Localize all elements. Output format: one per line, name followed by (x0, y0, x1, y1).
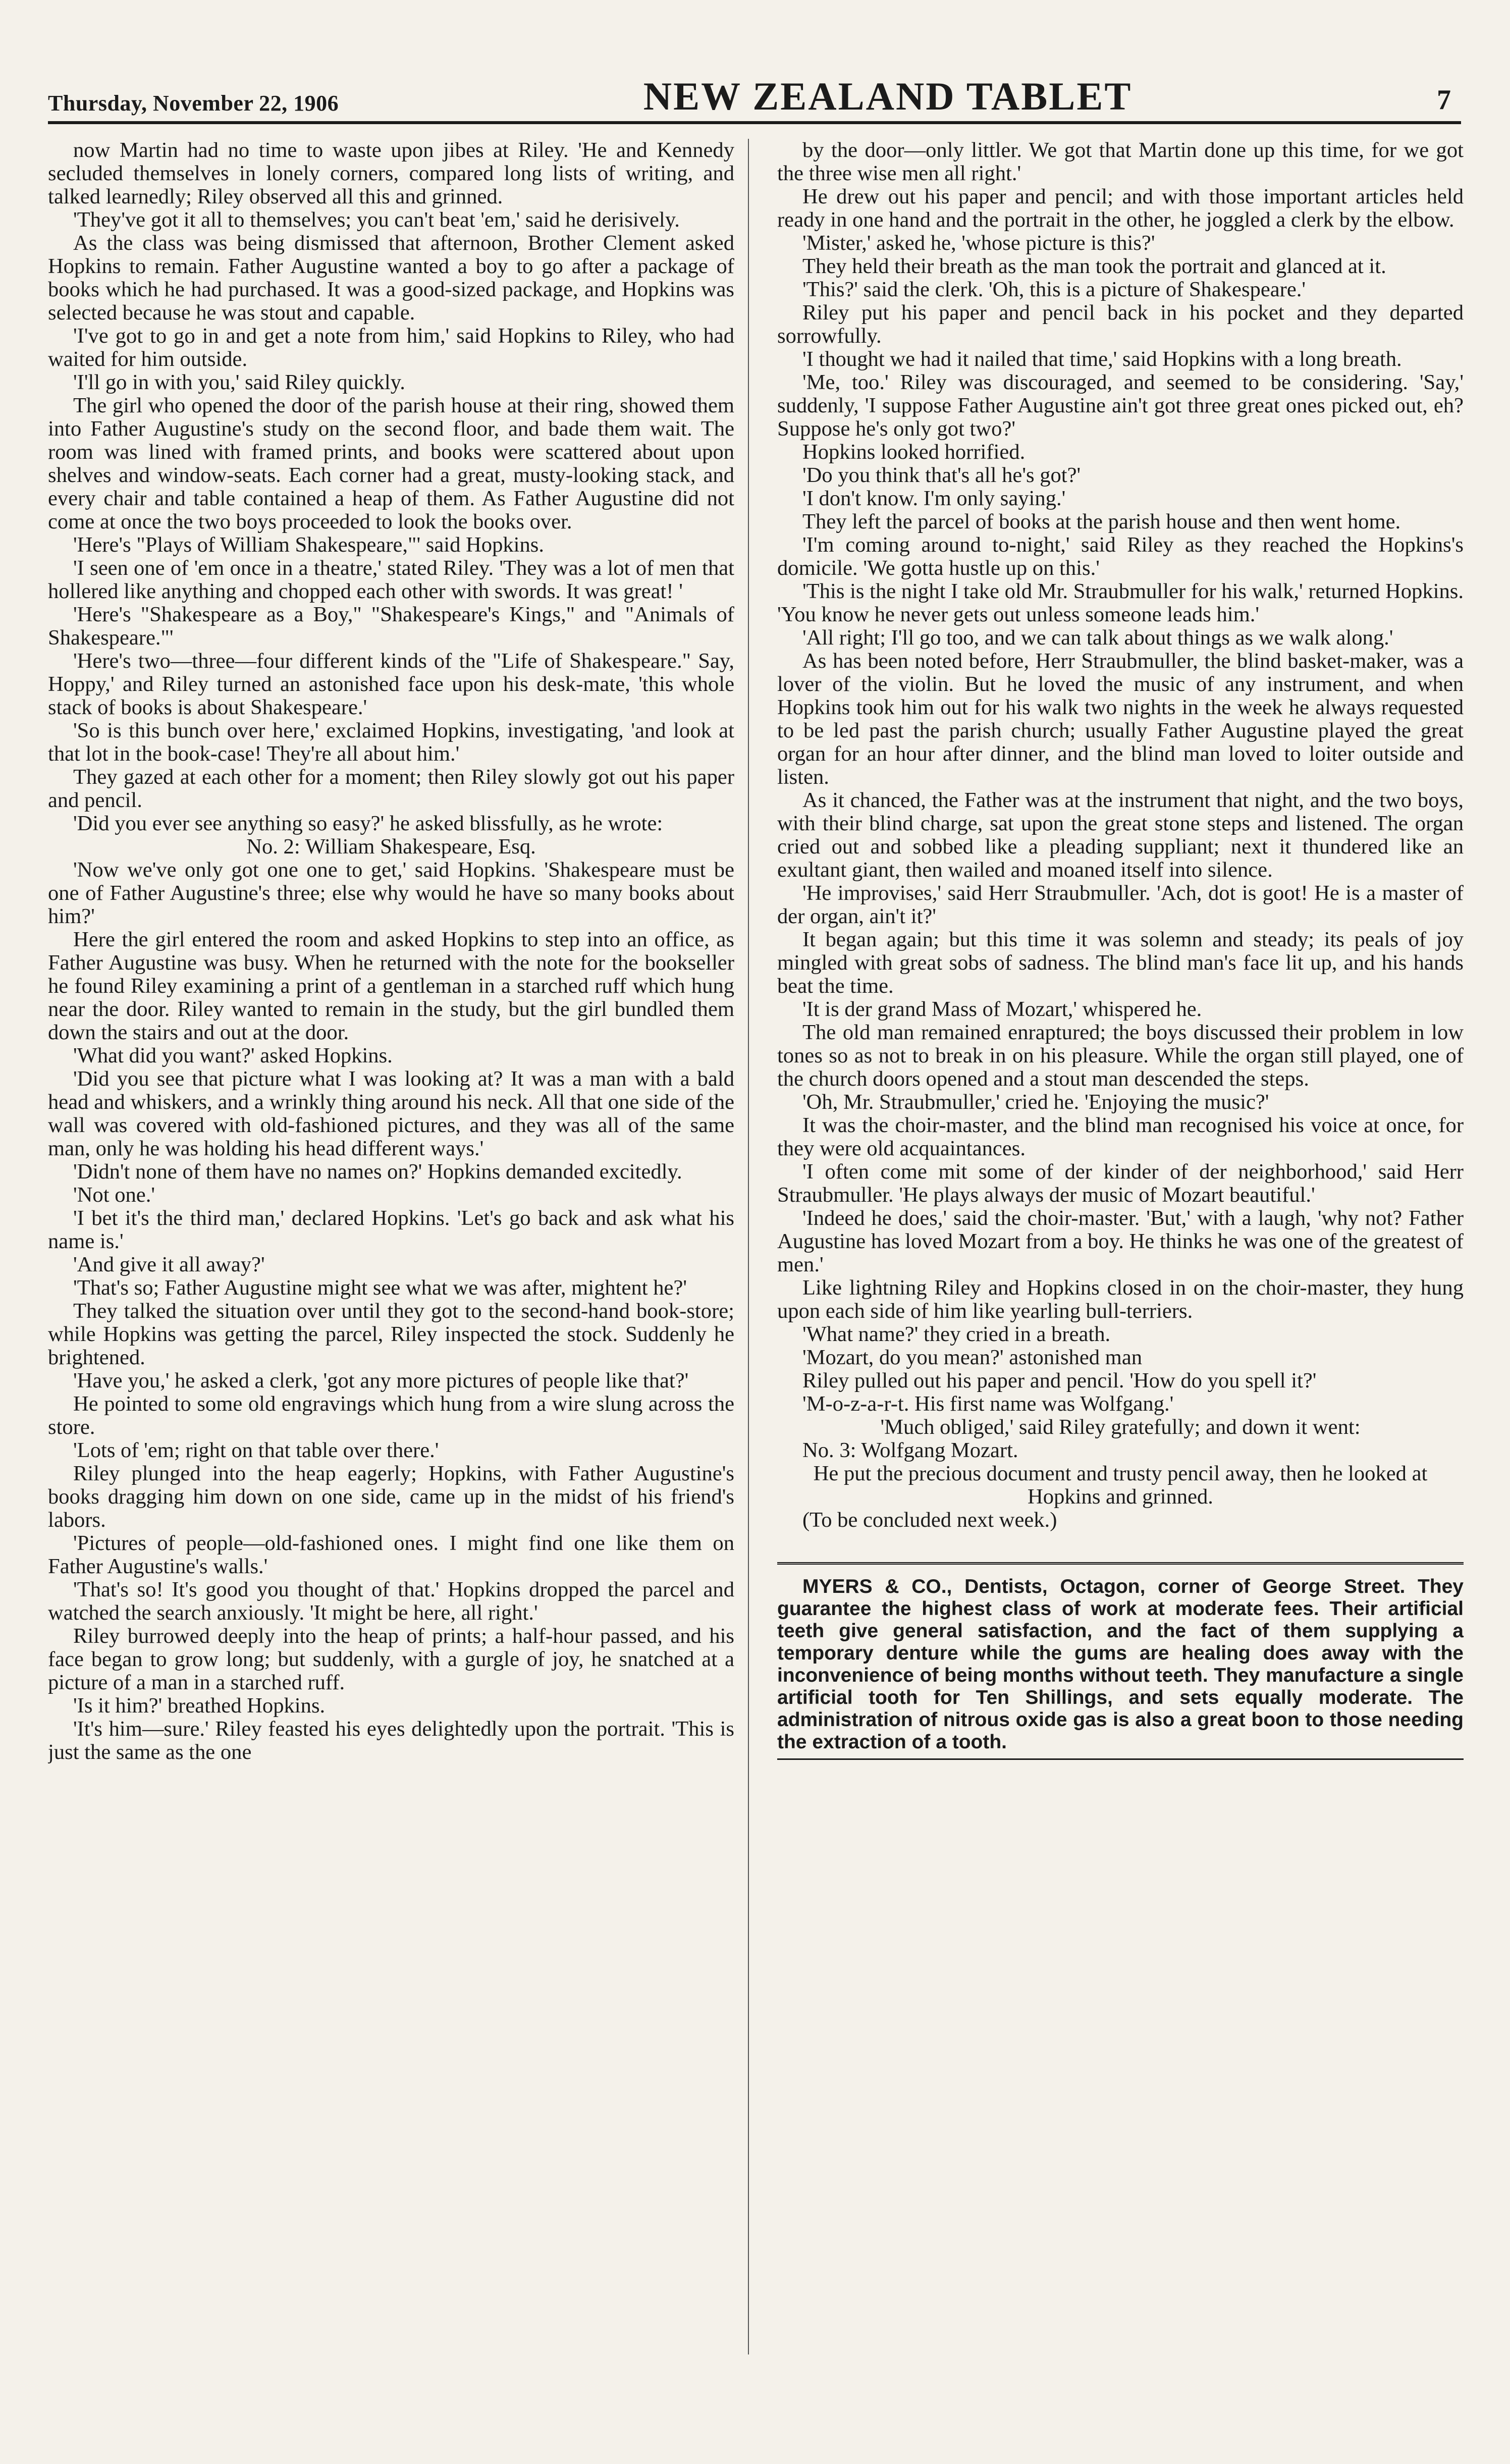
paragraph: Riley burrowed deeply into the heap of prints; a half-hour passed, and his face began to grow long; but suddenly, with a gurgle of joy, he snatched at a picture of a man in a starched ruff. (48, 1624, 734, 1694)
paragraph: No. 3: Wolfgang Mozart. (802, 1438, 1018, 1462)
paragraph: They gazed at each other for a moment; then Riley slowly got out his paper and pencil. (48, 765, 734, 812)
paragraph: 'I've got to go in and get a note from him,' said Hopkins to Riley, who had waited for him outside. (48, 324, 734, 371)
paragraph: As has been noted before, Herr Straubmuller, the blind basket-maker, was a lover of the violin. But he loved the music of any instrument, and when Hopkins took him out for his walk two nights in the week he always requested to be led past the parish church; usually Father Augustine played the great organ for an hour after dinner, and the blind man loved to loiter outside and listen. (777, 649, 1464, 789)
paragraph: Hopkins looked horrified. (802, 440, 1026, 464)
paragraph: 'Do you think that's all he's got?' (802, 463, 1081, 487)
paragraph: 'Mozart, do you mean?' astonished man (802, 1346, 1143, 1369)
advertisement-bottom-rule (777, 1758, 1464, 1760)
paragraph: 'I bet it's the third man,' declared Hopkins. 'Let's go back and ask what his name is.' (48, 1206, 734, 1253)
paragraph: They held their breath as the man took the portrait and glanced at it. (802, 254, 1386, 278)
paragraph: 'What did you want?' asked Hopkins. (73, 1044, 393, 1067)
paragraph: 'Me, too.' Riley was discouraged, and seemed to be considering. 'Say,' suddenly, 'I suppose Father Augustine ain't got three great ones picked out, eh? Suppose he's only got two?' (777, 370, 1464, 441)
paragraph: 'This?' said the clerk. 'Oh, this is a picture of Shakespeare.' (802, 278, 1306, 301)
paragraph: 'This is the night I take old Mr. Straubmuller for his walk,' returned Hopkins. 'You know he never gets out unless someone leads him.' (777, 579, 1464, 626)
paragraph: 'I don't know. I'm only saying.' (802, 487, 1066, 510)
paragraph: 'That's so; Father Augustine might see what we was after, mightent he?' (73, 1276, 687, 1300)
newspaper-title: NEW ZEALAND TABLET (643, 74, 1132, 118)
paragraph: It was the choir-master, and the blind man recognised his voice at once, for they were old acquaintances. (777, 1113, 1464, 1160)
advertisement-top-rule (777, 1562, 1464, 1565)
subheading: No. 2: William Shakespeare, Esq. (246, 835, 536, 859)
paragraph: 'Not one.' (73, 1183, 155, 1207)
paragraph: 'Indeed he does,' said the choir-master. 'But,' with a laugh, 'why not? Father Augustine has loved Mozart from a boy. He thinks he was one of the greatest of men.' (777, 1206, 1464, 1276)
paragraph: 'That's so! It's good you thought of that.' Hopkins dropped the parcel and watched the search anxiously. 'It might be here, all right.' (48, 1578, 734, 1625)
paragraph: by the door—only littler. We got that Martin done up this time, for we got the three wise men all right.' (777, 138, 1464, 185)
paragraph: 'Have you,' he asked a clerk, 'got any more pictures of people like that?' (73, 1369, 689, 1392)
subheading: 'Much obliged,' said Riley gratefully; and down it went: (880, 1415, 1361, 1439)
paragraph: 'Did you ever see anything so easy?' he asked blissfully, as he wrote: (73, 812, 663, 835)
paragraph: Here the girl entered the room and asked Hopkins to step into an office, as Father Augustine was busy. When he returned with the note for the bookseller he found Riley examining a print of a gentleman in a starched ruff which hung near the door. Riley wanted to remain in the study, but the girl bundled them down the stairs and out at the door. (48, 928, 734, 1044)
right-column-story (777, 139, 1464, 1532)
paragraph: The girl who opened the door of the parish house at their ring, showed them into Father Augustine's study on the second floor, and bade them wait. The room was lined with framed prints, and books were scattered about upon shelves and window-seats. Each corner had a great, musty-looking stack, and every chair and table contained a heap of them. As Father Augustine did not come at once the two boys proceeded to look the books over. (48, 394, 734, 533)
paragraph: 'I thought we had it nailed that time,' said Hopkins with a long breath. (802, 347, 1402, 371)
paragraph: As it chanced, the Father was at the instrument that night, and the two boys, with their blind charge, sat upon the great stone steps and listened. The organ cried out and sobbed like a pleading suppliant; next it thundered like an exultant giant, then wailed and moaned itself into silence. (777, 788, 1464, 882)
left-column (48, 139, 734, 2354)
paragraph: now Martin had no time to waste upon jibes at Riley. 'He and Kennedy secluded themselves in lonely corners, compared long lists of writing, and talked learnedly; Riley observed all this and grinned. (48, 139, 734, 208)
column-divider (748, 139, 749, 2354)
masthead (48, 61, 1461, 116)
paragraph: They talked the situation over until they got to the second-hand book-store; while Hopkins was getting the parcel, Riley inspected the stock. Suddenly he brightened. (48, 1299, 734, 1369)
paragraph: 'All right; I'll go too, and we can talk about things as we walk along.' (802, 626, 1393, 650)
paragraph: Riley put his paper and pencil back in his pocket and they departed sorrowfully. (777, 301, 1464, 348)
right-column (777, 139, 1464, 2259)
page-number: 7 (1436, 84, 1451, 116)
issue-date: Thursday, November 22, 1906 (48, 91, 339, 116)
paragraph: 'Here's two—three—four different kinds of the "Life of Shakespeare." Say, Hoppy,' and Riley turned an astonished face upon his desk-mate, 'this whole stack of books is about Shakespeare.' (48, 649, 734, 719)
paragraph: (To be concluded next week.) (802, 1508, 1057, 1532)
paragraph: Riley plunged into the heap eagerly; Hopkins, with Father Augustine's books dragging him down on one side, came up in the midst of his friend's labors. (48, 1462, 734, 1532)
paragraph: 'Here's "Shakespeare as a Boy," "Shakespeare's Kings," and "Animals of Shakespeare."' (48, 603, 734, 650)
paragraph: 'I seen one of 'em once in a theatre,' stated Riley. 'They was a lot of men that hollered like anything and chopped each other with swords. It was great! ' (48, 556, 734, 603)
paragraph: The old man remained enraptured; the boys discussed their problem in low tones so as not to break in on his pleasure. While the organ still played, one of the church doors opened and a stout man descended the steps. (777, 1021, 1464, 1091)
paragraph: 'It is der grand Mass of Mozart,' whispered he. (802, 997, 1202, 1021)
paragraph: 'So is this bunch over here,' exclaimed Hopkins, investigating, 'and look at that lot in the book-case! They're all about him.' (48, 719, 734, 766)
paragraph: 'Did you see that picture what I was looking at? It was a man with a bald head and whiskers, and a wrinkly thing around his neck. All that one side of the wall was covered with old-fashioned pictures, and they was all of the same man, only he was holding his head different ways.' (48, 1067, 734, 1160)
paragraph: 'Mister,' asked he, 'whose picture is this?' (802, 231, 1155, 255)
subheading: He put the precious document and trusty pencil away, then he looked at Hopkins and grinned. (813, 1462, 1428, 1509)
paragraph: He drew out his paper and pencil; and with those important articles held ready in one hand and the portrait in the other, he joggled a clerk by the elbow. (777, 185, 1464, 232)
paragraph: 'Is it him?' breathed Hopkins. (73, 1694, 326, 1718)
paragraph: 'What name?' they cried in a breath. (802, 1322, 1111, 1346)
paragraph: 'Oh, Mr. Straubmuller,' cried he. 'Enjoying the music?' (802, 1090, 1269, 1114)
paragraph: 'And give it all away?' (73, 1253, 265, 1276)
paragraph: 'Pictures of people—old-fashioned ones. I might find one like them on Father Augustine's walls.' (48, 1531, 734, 1578)
paragraph: 'They've got it all to themselves; you can't beat 'em,' said he derisively. (73, 208, 680, 232)
paragraph: 'Now we've only got one one to get,' said Hopkins. 'Shakespeare must be one of Father Augustine's three; else why would he have so many books about him?' (48, 858, 734, 928)
paragraph: Riley pulled out his paper and pencil. 'How do you spell it?' (802, 1369, 1317, 1392)
paragraph: 'It's him—sure.' Riley feasted his eyes delightedly upon the portrait. 'This is just the same as the one (48, 1717, 734, 1764)
paragraph: 'I often come mit some of der kinder of der neighborhood,' said Herr Straubmuller. 'He plays always der music of Mozart beautiful.' (777, 1160, 1464, 1207)
paragraph: 'He improvises,' said Herr Straubmuller. 'Ach, dot is goot! He is a master of der organ, ain't it?' (777, 881, 1464, 928)
paragraph: It began again; but this time it was solemn and steady; its peals of joy mingled with great sobs of sadness. The blind man's face lit up, and his hands beat the time. (777, 928, 1464, 998)
masthead-rule (48, 121, 1461, 124)
paragraph: He pointed to some old engravings which hung from a wire slung across the store. (48, 1392, 734, 1439)
dentist-advertisement: MYERS & CO., Dentists, Octagon, corner of George Street. They guarantee the highest class of work at moderate fees. Their artificial teeth give general satisfaction, and the fact of them supplying a temporary denture while the gums are healing does away with the inconvenience of being months without teeth. They manufacture a single artificial tooth for Ten Shillings, and sets equally moderate. The administration of nitrous oxide gas is also a great boon to those needing the extraction of a tooth. (777, 1576, 1464, 1753)
paragraph: 'Didn't none of them have no names on?' Hopkins demanded excitedly. (73, 1160, 682, 1184)
paragraph: As the class was being dismissed that afternoon, Brother Clement asked Hopkins to remain. Father Augustine wanted a boy to go after a package of books which he had purchased. It was a good-sized package, and Hopkins was selected because he was stout and capable. (48, 231, 734, 325)
paragraph: They left the parcel of books at the parish house and then went home. (802, 510, 1401, 533)
paragraph: 'I'll go in with you,' said Riley quickly. (73, 370, 405, 394)
paragraph: 'M-o-z-a-r-t. His first name was Wolfgang.' (802, 1392, 1174, 1416)
paragraph: 'I'm coming around to-night,' said Riley as they reached the Hopkins's domicile. 'We gotta hustle up on this.' (777, 533, 1464, 580)
paragraph: 'Here's "Plays of William Shakespeare,"' said Hopkins. (73, 533, 545, 557)
paragraph: 'Lots of 'em; right on that table over there.' (73, 1438, 439, 1462)
paragraph: Like lightning Riley and Hopkins closed in on the choir-master, they hung upon each side of him like yearling bull-terriers. (777, 1276, 1464, 1323)
